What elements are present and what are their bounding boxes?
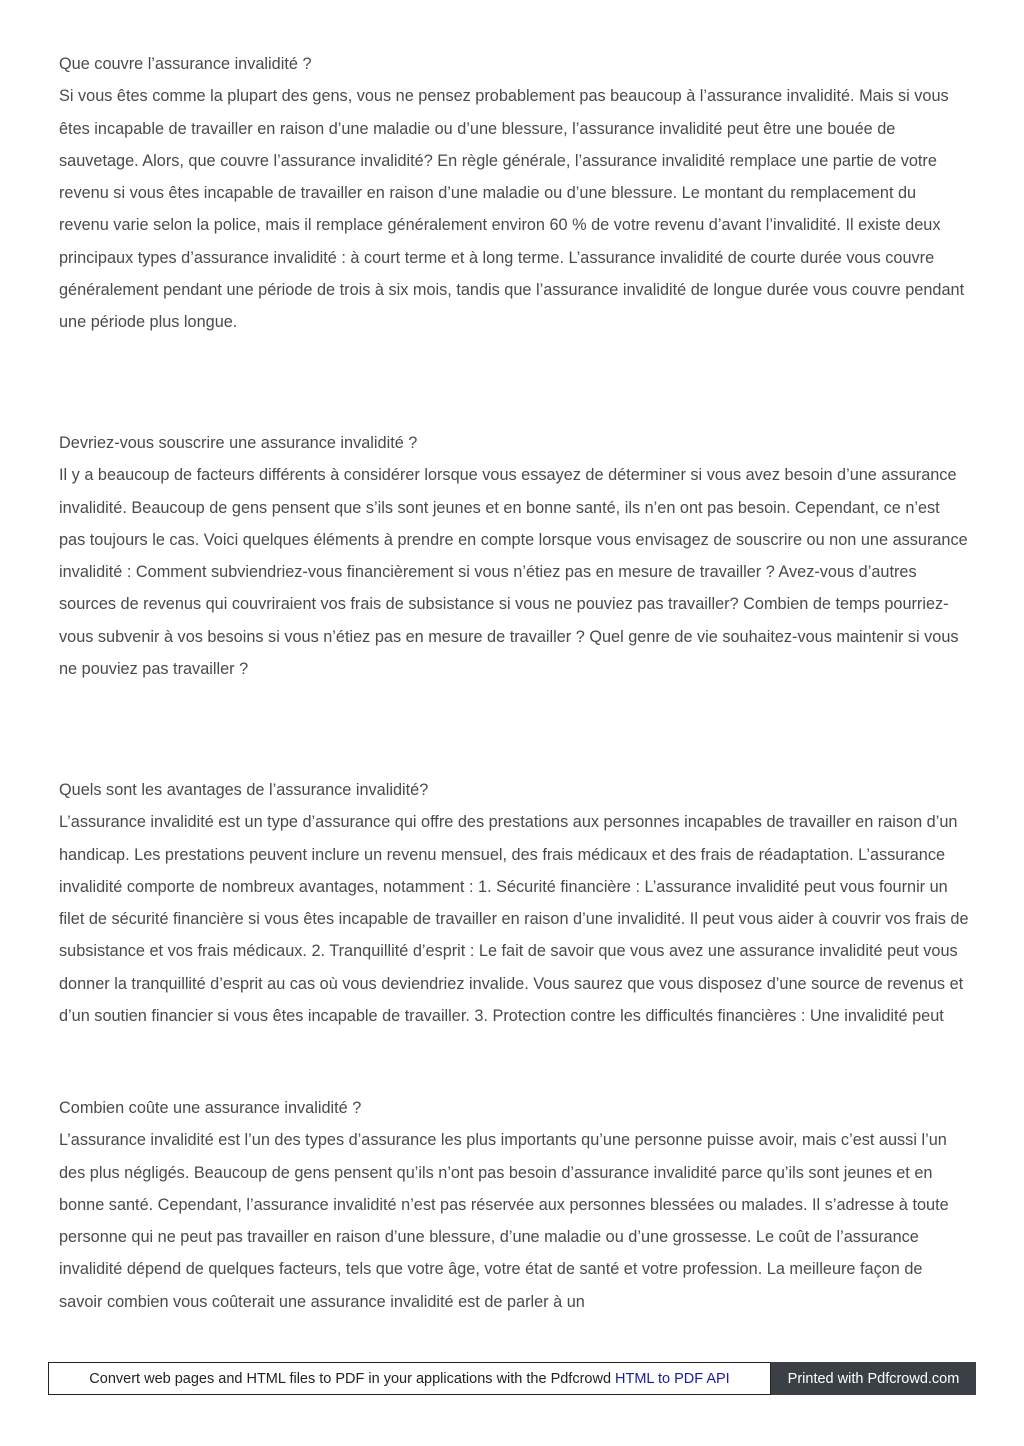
- section-benefits: [59, 774, 969, 1032]
- section-title: Quels sont les avantages de l’assurance invalidité?: [59, 781, 429, 799]
- section-coverage: [59, 48, 969, 339]
- footer-promo-box: [48, 1362, 771, 1395]
- footer-promo-text: Convert web pages and HTML files to PDF in your applications with the Pdfcrowd: [89, 1370, 612, 1387]
- section-body: Il y a beaucoup de facteurs différents à considérer lorsque vous essayez de déterminer si vous avez besoin d’une assurance invalidité. Beaucoup de gens pensent que s’ils sont jeunes et en bonne santé, ils n’en ont pas besoin. Cependant, ce n’est pas toujours le cas. Voici quelques éléments à prendre en compte lorsque vous envisagez de souscrire ou non une assurance invalidité : Comment subviendriez-vous financièrement si vous n’étiez pas en mesure de travailler ? Avez-vous d’autres sources de revenus qui couvriraient vos frais de subsistance si vous ne pouviez pas travailler? Combien de temps pourriez-vous subvenir à vos besoins si vous n’étiez pas en mesure de travailler ? Quel genre de vie souhaitez-vous maintenir si vous ne pouviez pas travailler ?: [59, 466, 968, 679]
- section-body: Si vous êtes comme la plupart des gens, vous ne pensez probablement pas beaucoup à l’assurance invalidité. Mais si vous êtes incapable de travailler en raison d’une maladie ou d’une blessure, l’assurance invalidité peut être une bouée de sauvetage. Alors, que couvre l’assurance invalidité? En règle générale, l’assurance invalidité remplace une partie de votre revenu si vous êtes incapable de travailler en raison d’une maladie ou d’une blessure. Le montant du remplacement du revenu varie selon la police, mais il remplace généralement environ 60 % de votre revenu d’avant l’invalidité. Il existe deux principaux types d’assurance invalidité : à court terme et à long terme. L’assurance invalidité de courte durée vous couvre généralement pendant une période de trois à six mois, tandis que l’assurance invalidité de longue durée vous couvre pendant une période plus longue.: [59, 87, 965, 332]
- printed-with-pdfcrowd-badge[interactable]: [771, 1362, 976, 1395]
- section-should-subscribe: [59, 427, 969, 685]
- section-cost: [59, 1092, 969, 1318]
- pdfcrowd-footer: [48, 1362, 976, 1395]
- section-body: L’assurance invalidité est un type d’assurance qui offre des prestations aux personnes incapables de travailler en raison d’un handicap. Les prestations peuvent inclure un revenu mensuel, des frais médicaux et des frais de réadaptation. L’assurance invalidité comporte de nombreux avantages, notamment : 1. Sécurité financière : L’assurance invalidité peut vous fournir un filet de sécurité financière si vous êtes incapable de travailler en raison d’une invalidité. Il peut vous aider à couvrir vos frais de subsistance et vos frais médicaux. 2. Tranquillité d’esprit : Le fait de savoir que vous avez une assurance invalidité peut vous donner la tranquillité d’esprit au cas où vous deviendriez invalide. Vous saurez que vous disposez d’une source de revenus et d’un soutien financier si vous êtes incapable de travailler. 3. Protection contre les difficultés financières : Une invalidité peut: [59, 813, 969, 1026]
- section-body: L’assurance invalidité est l’un des types d’assurance les plus importants qu’une personne puisse avoir, mais c’est aussi l’un des plus négligés. Beaucoup de gens pensent qu’ils n’ont pas besoin d’assurance invalidité parce qu’ils sont jeunes et en bonne santé. Cependant, l’assurance invalidité n’est pas réservée aux personnes blessées ou malades. Il s’adresse à toute personne qui ne peut pas travailler en raison d’une blessure, d’une maladie ou d’une grossesse. Le coût de l’assurance invalidité dépend de quelques facteurs, tels que votre âge, votre état de santé et votre profession. La meilleure façon de savoir combien vous coûterait une assurance invalidité est de parler à un: [59, 1131, 949, 1311]
- printed-with-text: Printed with Pdfcrowd.com: [787, 1370, 960, 1387]
- html-to-pdf-api-link[interactable]: HTML to PDF API: [615, 1370, 730, 1387]
- section-title: Devriez-vous souscrire une assurance invalidité ?: [59, 434, 418, 452]
- section-title: Combien coûte une assurance invalidité ?: [59, 1099, 362, 1117]
- section-title: Que couvre l’assurance invalidité ?: [59, 55, 312, 73]
